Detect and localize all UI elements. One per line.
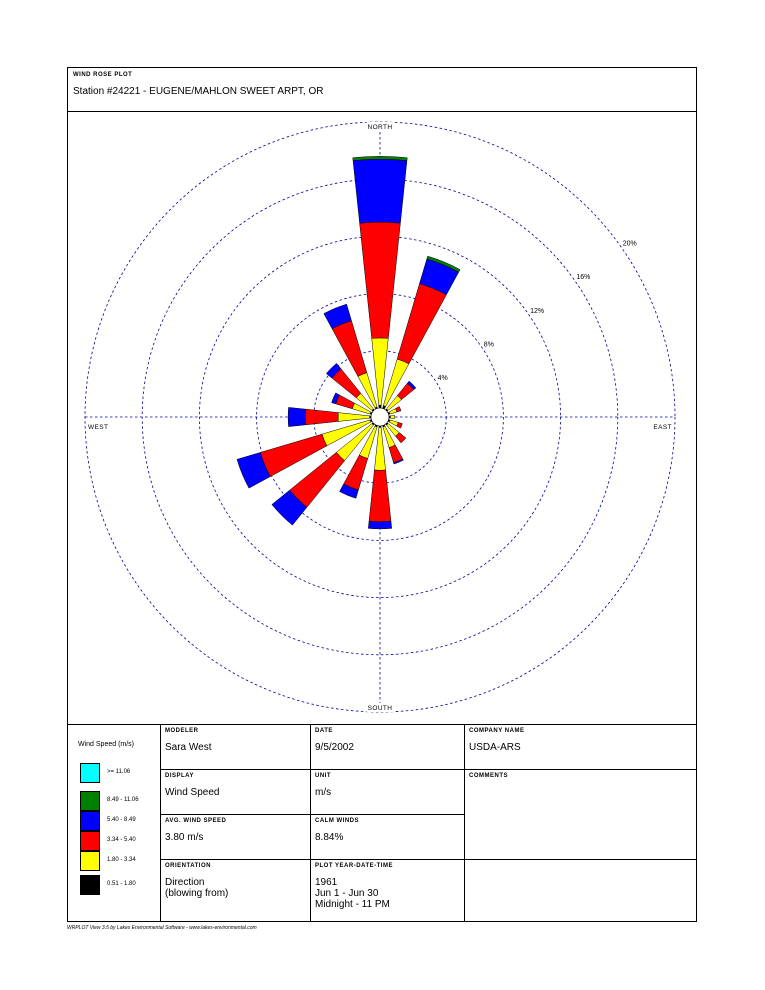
- petal-segment: [305, 409, 338, 425]
- company-cell: [464, 725, 696, 770]
- east-label: EAST: [653, 424, 672, 431]
- legend-swatch: [80, 831, 100, 851]
- legend-item: [80, 875, 160, 895]
- north-label: NORTH: [367, 124, 393, 131]
- legend-item: [80, 763, 160, 783]
- petal-e: [389, 415, 395, 418]
- wind-rose-chart: [68, 112, 696, 724]
- legend-item: [80, 811, 160, 831]
- empty-cell: [464, 860, 696, 922]
- petal-segment: [288, 407, 306, 426]
- legend-title: Wind Speed (m/s): [78, 741, 135, 748]
- plot-time-value: 1961 Jun 1 - Jun 30 Midnight - 11 PM: [315, 877, 390, 910]
- unit-label: UNIT: [315, 773, 331, 779]
- comments-label: COMMENTS: [469, 773, 508, 779]
- petal-segment: [374, 427, 385, 470]
- info-panel: [68, 724, 696, 922]
- petal-segment: [372, 338, 389, 405]
- petal-segment: [379, 405, 381, 408]
- petal-segment: [353, 159, 407, 223]
- ring-label: 8%: [483, 341, 494, 349]
- petal-segment: [368, 521, 391, 529]
- unit-cell: [310, 770, 464, 815]
- modeler-cell: [160, 725, 310, 770]
- wind-rose-plot-area: [68, 112, 696, 724]
- company-value: USDA-ARS: [469, 742, 521, 753]
- software-credit: WRPLOT View 3.5 by Lakes Environmental Software - www.lakes-environmental.com: [67, 925, 257, 931]
- orientation-cell: [160, 860, 310, 922]
- legend-label: 3.34 - 5.40: [107, 837, 136, 843]
- orientation-label: ORIENTATION: [165, 863, 211, 869]
- legend-label: 8.49 - 11.06: [107, 797, 139, 803]
- plot-time-label: PLOT YEAR-DATE-TIME: [315, 863, 393, 869]
- display-label: DISPLAY: [165, 773, 194, 779]
- display-cell: [160, 770, 310, 815]
- petal-segment: [344, 455, 368, 490]
- petal-segment: [389, 420, 398, 426]
- ring-label: 16%: [576, 274, 591, 282]
- petal-segment: [390, 415, 394, 418]
- avg-speed-cell: [160, 815, 310, 860]
- legend-swatch: [80, 875, 100, 895]
- orientation-value: Direction (blowing from): [165, 877, 229, 899]
- legend-item: [80, 791, 160, 811]
- company-label: COMPANY NAME: [469, 728, 525, 734]
- legend: [68, 725, 160, 922]
- avg-speed-label: AVG. WIND SPEED: [165, 818, 227, 824]
- legend-swatch: [80, 811, 100, 831]
- petal-segment: [360, 222, 401, 338]
- modeler-value: Sara West: [165, 742, 212, 753]
- west-label: WEST: [88, 424, 109, 431]
- plot-type-label: WIND ROSE PLOT: [73, 72, 133, 78]
- date-label: DATE: [315, 728, 333, 734]
- south-label: SOUTH: [367, 705, 393, 712]
- date-value: 9/5/2002: [315, 742, 354, 753]
- calm-circle: [371, 408, 389, 426]
- petal-segment: [369, 470, 391, 522]
- calm-winds-label: CALM WINDS: [315, 818, 359, 824]
- date-cell: [310, 725, 464, 770]
- station-title: Station #24221 - EUGENE/MAHLON SWEET ARPT, OR: [73, 86, 324, 97]
- legend-swatch: [80, 763, 100, 783]
- avg-speed-value: 3.80 m/s: [165, 832, 204, 843]
- calm-winds-cell: [310, 815, 464, 860]
- legend-swatch: [80, 791, 100, 811]
- legend-item: [80, 831, 160, 851]
- plot-time-cell: [310, 860, 464, 922]
- modeler-label: MODELER: [165, 728, 199, 734]
- petal-segment: [397, 284, 446, 364]
- plot-header: [68, 68, 696, 112]
- unit-value: m/s: [315, 787, 332, 798]
- calm-winds-value: 8.84%: [315, 832, 344, 843]
- legend-swatch: [80, 851, 100, 871]
- legend-item: [80, 851, 160, 871]
- ring-label: 20%: [622, 240, 637, 248]
- wind-rose-frame: [67, 67, 697, 922]
- legend-label: 1.80 - 3.34: [107, 857, 136, 863]
- legend-label: 0.51 - 1.80: [107, 881, 136, 887]
- ring-label: 4%: [437, 375, 448, 383]
- display-value: Wind Speed: [165, 787, 220, 798]
- legend-label: >= 11.06: [107, 769, 131, 775]
- ring-label: 12%: [530, 307, 545, 315]
- comments-cell: [464, 770, 696, 860]
- petal-segment: [338, 413, 370, 422]
- legend-label: 5.40 - 8.49: [107, 817, 136, 823]
